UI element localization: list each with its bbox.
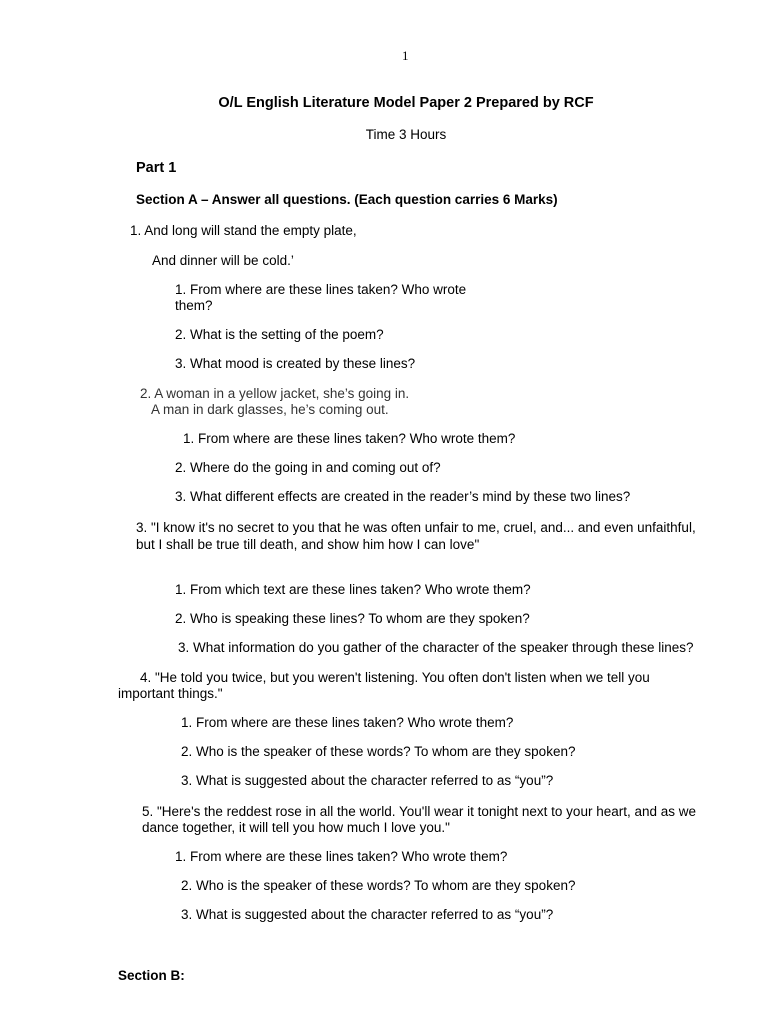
q2-sub1: 1. From where are these lines taken? Who wrote them? [183,431,516,446]
q4-sub3: 3. What is suggested about the character referred to as “you”? [181,773,554,788]
q3-sub3: 3. What information do you gather of the character of the speaker through these lines? [178,640,694,655]
q3-sub2: 2. Who is speaking these lines? To whom are they spoken? [175,611,530,626]
section-b-heading: Section B: [118,968,185,983]
q1-sub3: 3. What mood is created by these lines? [175,356,416,371]
q3-line1: 3. "I know it's no secret to you that he was often unfair to me, cruel, and... and even unfaithful, [136,520,696,535]
q4-sub1: 1. From where are these lines taken? Who wrote them? [181,715,514,730]
q5-sub2: 2. Who is the speaker of these words? To whom are they spoken? [181,878,576,893]
q3-line2: but I shall be true till death, and show him how I can love" [136,537,480,552]
part-heading: Part 1 [136,160,177,176]
time-allowed: Time 3 Hours [365,127,447,142]
section-a-heading: Section A – Answer all questions. (Each question carries 6 Marks) [136,192,558,207]
q5-line2: dance together, it will tell you how much I love you." [142,820,450,835]
q1-line1: 1. And long will stand the empty plate, [130,223,357,238]
q1-sub1-line2: them? [175,298,213,313]
q4-line1: 4. "He told you twice, but you weren't listening. You often don't listen when we tell you [140,670,650,685]
q5-sub1: 1. From where are these lines taken? Who wrote them? [175,849,508,864]
page-number: 1 [402,48,409,63]
q4-line2: important things." [118,686,223,701]
q5-line1: 5. "Here's the reddest rose in all the world. You'll wear it tonight next to your heart, and as we [142,804,697,819]
q5-sub3: 3. What is suggested about the character referred to as “you”? [181,907,554,922]
q3-sub1: 1. From which text are these lines taken? Who wrote them? [175,582,531,597]
q4-sub2: 2. Who is the speaker of these words? To whom are they spoken? [181,744,576,759]
q2-sub3: 3. What different effects are created in the reader’s mind by these two lines? [175,489,631,504]
q1-sub1-line1: 1. From where are these lines taken? Who wrote [175,282,467,297]
q1-sub2: 2. What is the setting of the poem? [175,327,384,342]
page-title: O/L English Literature Model Paper 2 Prepared by RCF [218,95,594,111]
q2-sub2: 2. Where do the going in and coming out of? [175,460,441,475]
q1-line2: And dinner will be cold.’ [152,253,294,268]
q2-line1: 2. A woman in a yellow jacket, she’s going in. [140,386,410,401]
q2-line2: A man in dark glasses, he’s coming out. [151,402,389,417]
